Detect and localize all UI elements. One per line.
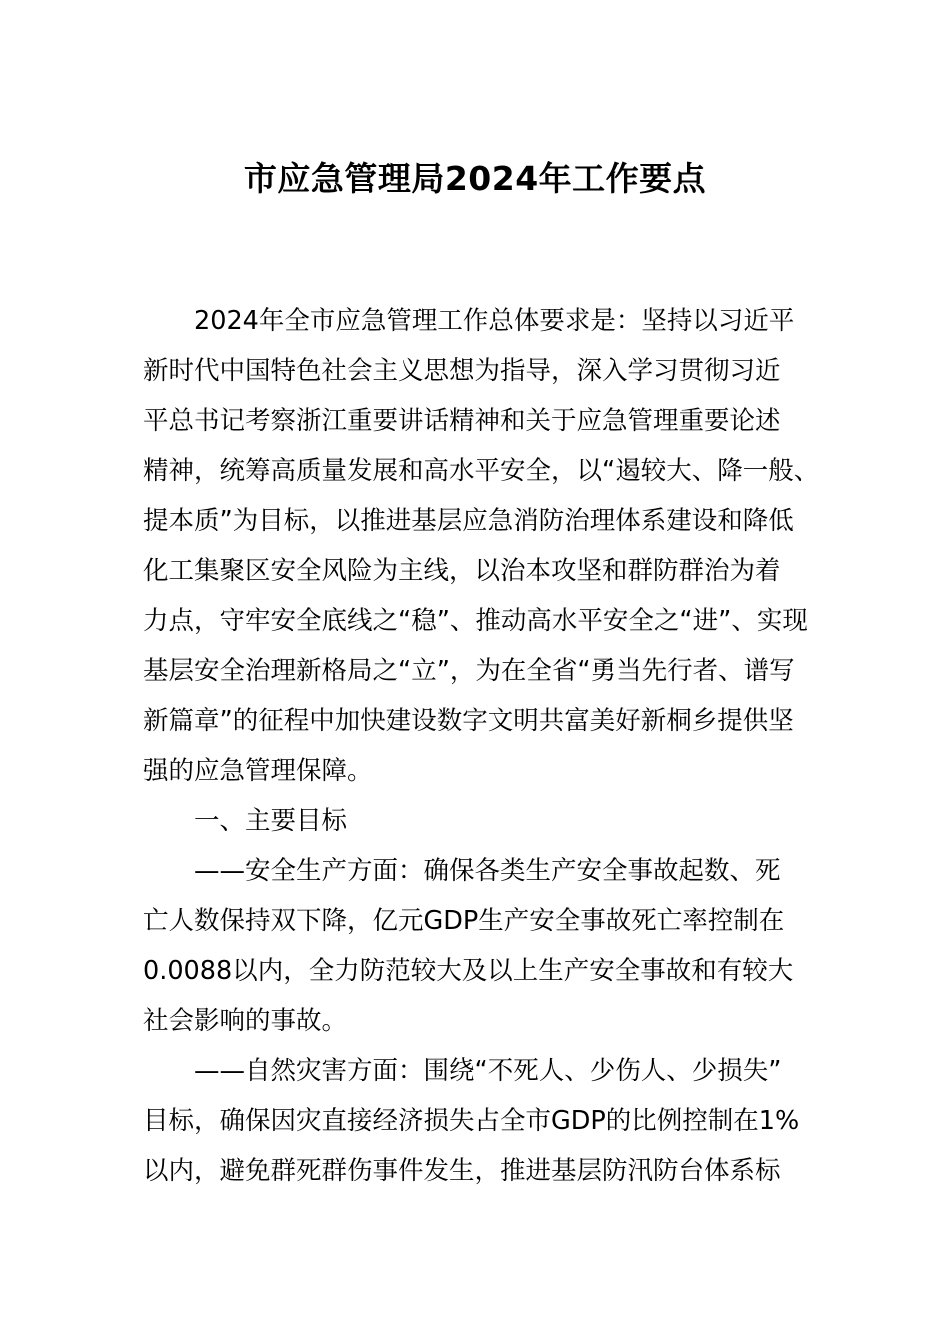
body-line: 强的应急管理保障。	[143, 756, 373, 786]
body-line: 目标，确保因灾直接经济损失占全市GDP的比例控制在1%	[143, 1106, 800, 1136]
body-line: 亡人数保持双下降，亿元GDP生产安全事故死亡率控制在	[143, 906, 785, 936]
body-line: 以内，避免群死群伤事件发生，推进基层防汛防台体系标	[143, 1156, 781, 1186]
body-line: 0.0088以内，全力防范较大及以上生产安全事故和有较大	[143, 956, 794, 986]
section-heading: 一、主要目标	[143, 806, 348, 836]
body-line: 提本质”为目标，以推进基层应急消防治理体系建设和降低	[143, 506, 794, 536]
body-line: ——自然灾害方面：围绕“不死人、少伤人、少损失”	[143, 1056, 782, 1086]
body-line: 2024年全市应急管理工作总体要求是：坚持以习近平	[143, 306, 795, 336]
body-line: 精神，统筹高质量发展和高水平安全，以“遏较大、降一般、	[143, 456, 820, 486]
body-line: 力点，守牢安全底线之“稳”、推动高水平安全之“进”、实现	[143, 606, 808, 636]
body-line: 化工集聚区安全风险为主线，以治本攻坚和群防群治为着	[143, 556, 781, 586]
body-line: 平总书记考察浙江重要讲话精神和关于应急管理重要论述	[143, 406, 781, 436]
body-line: 新时代中国特色社会主义思想为指导，深入学习贯彻习近	[143, 356, 781, 386]
body-line: 新篇章”的征程中加快建设数字文明共富美好新桐乡提供坚	[143, 706, 794, 736]
document-body	[143, 296, 823, 1196]
body-line: 社会影响的事故。	[143, 1006, 348, 1036]
document-title: 市应急管理局2024年工作要点	[243, 159, 707, 198]
body-line: ——安全生产方面：确保各类生产安全事故起数、死	[143, 856, 781, 886]
body-line: 基层安全治理新格局之“立”，为在全省“勇当先行者、谱写	[143, 656, 795, 686]
